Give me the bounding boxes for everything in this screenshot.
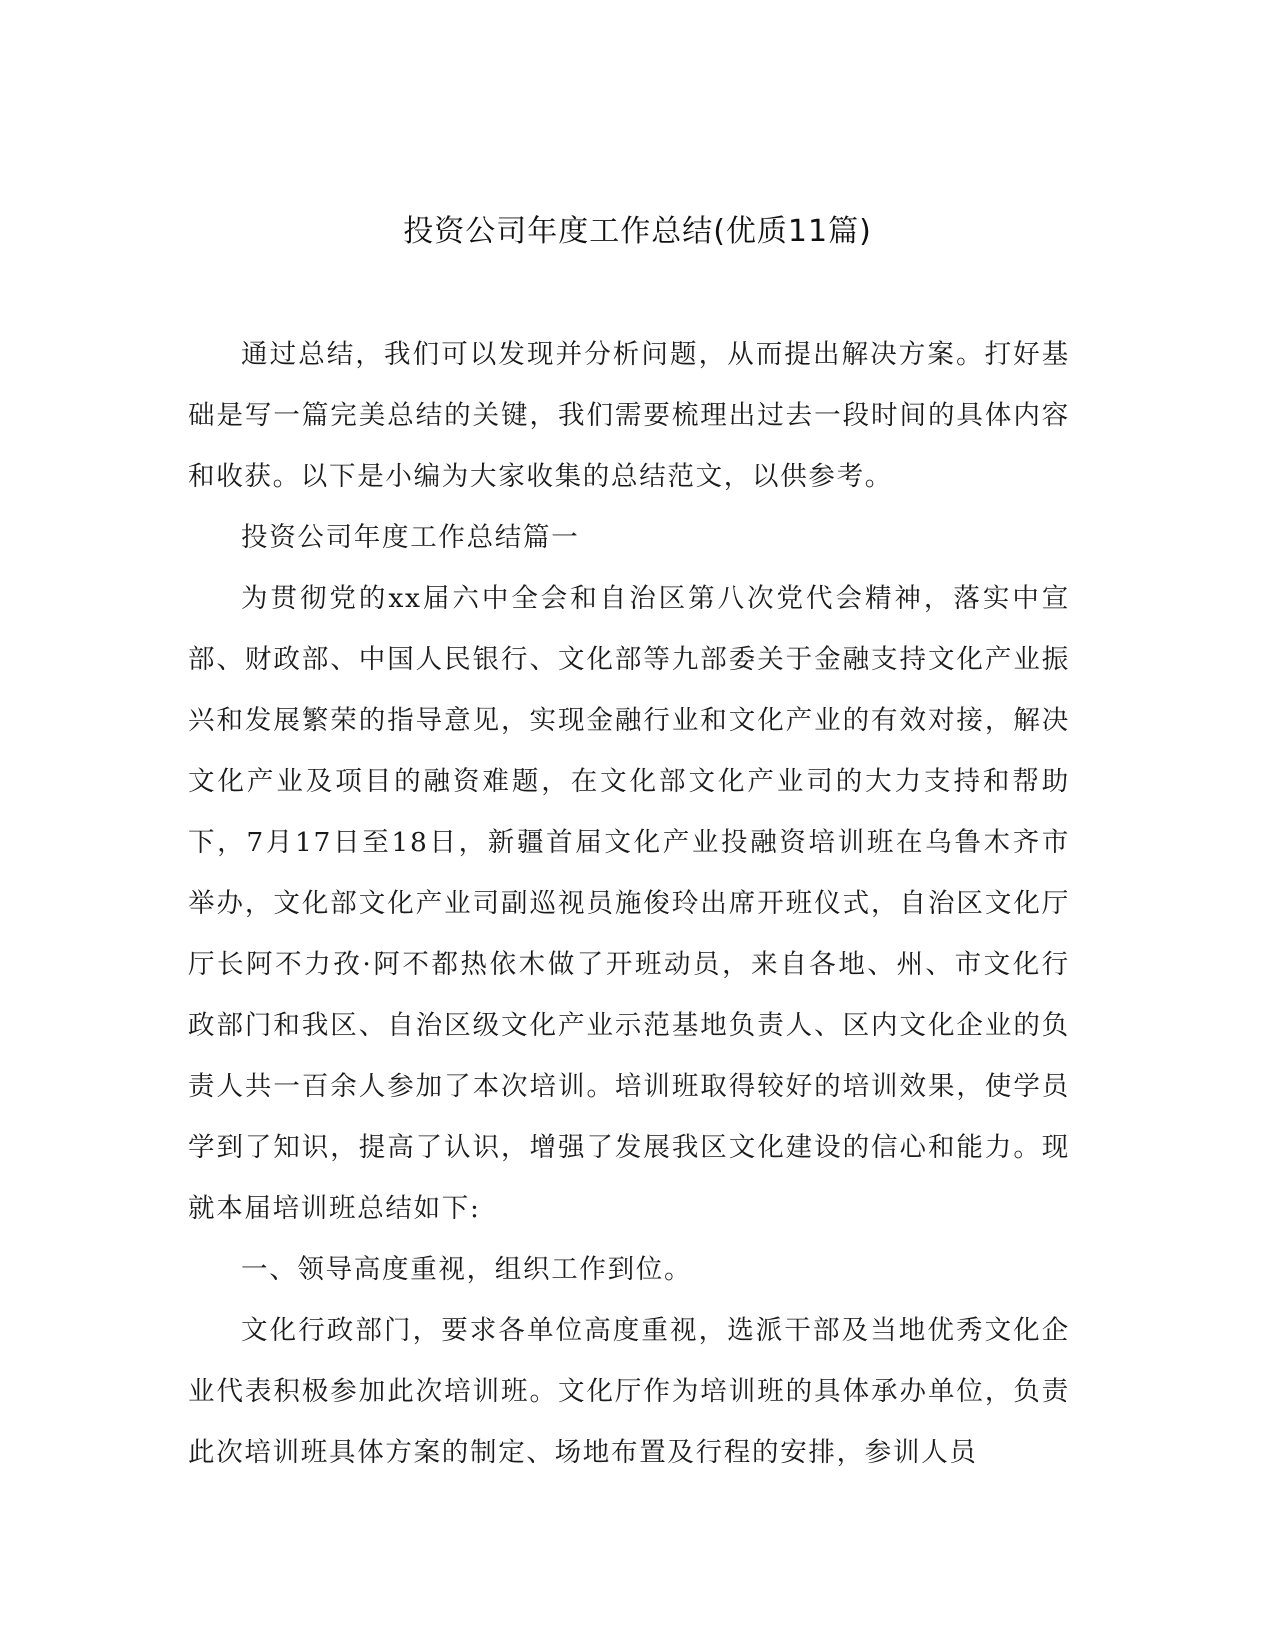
subsection-heading: 一、领导高度重视，组织工作到位。 [241, 1254, 693, 1285]
section-heading-part-one: 投资公司年度工作总结篇一 [241, 522, 580, 553]
document-title: 投资公司年度工作总结(优质11篇) [403, 214, 872, 249]
body-paragraph: 文化行政部门，要求各单位高度重视，选派干部及当地优秀文化企业代表积极参加此次培训班。文化厅作为培训班的具体承办单位，负责此次培训班具体方案的制定、场地布置及行程的安排，参训人员 [188, 1315, 1070, 1468]
intro-paragraph: 通过总结，我们可以发现并分析问题，从而提出解决方案。打好基础是写一篇完美总结的关键，我们需要梳理出过去一段时间的具体内容和收获。以下是小编为大家收集的总结范文，以供参考。 [188, 339, 1070, 492]
body-paragraph: 为贯彻党的xx届六中全会和自治区第八次党代会精神，落实中宣部、财政部、中国人民银行、文化部等九部委关于金融支持文化产业振兴和发展繁荣的指导意见，实现金融行业和文化产业的有效对接，解决文化产业及项目的融资难题，在文化部文化产业司的大力支持和帮助下，7月17日至18日，新疆首届文化产业投融资培训班在乌鲁木齐市举办，文化部文化产业司副巡视员施俊玲出席开班仪式，自治区文化厅厅长阿不力孜·阿不都热依木做了开班动员，来自各地、州、市文化行政部门和我区、自治区级文化产业示范基地负责人、区内文化企业的负责人共一百余人参加了本次培训。培训班取得较好的培训效果，使学员学到了知识，提高了认识，增强了发展我区文化建设的信心和能力。现就本届培训班总结如下: [188, 583, 1070, 1224]
document-body [188, 324, 1070, 1483]
